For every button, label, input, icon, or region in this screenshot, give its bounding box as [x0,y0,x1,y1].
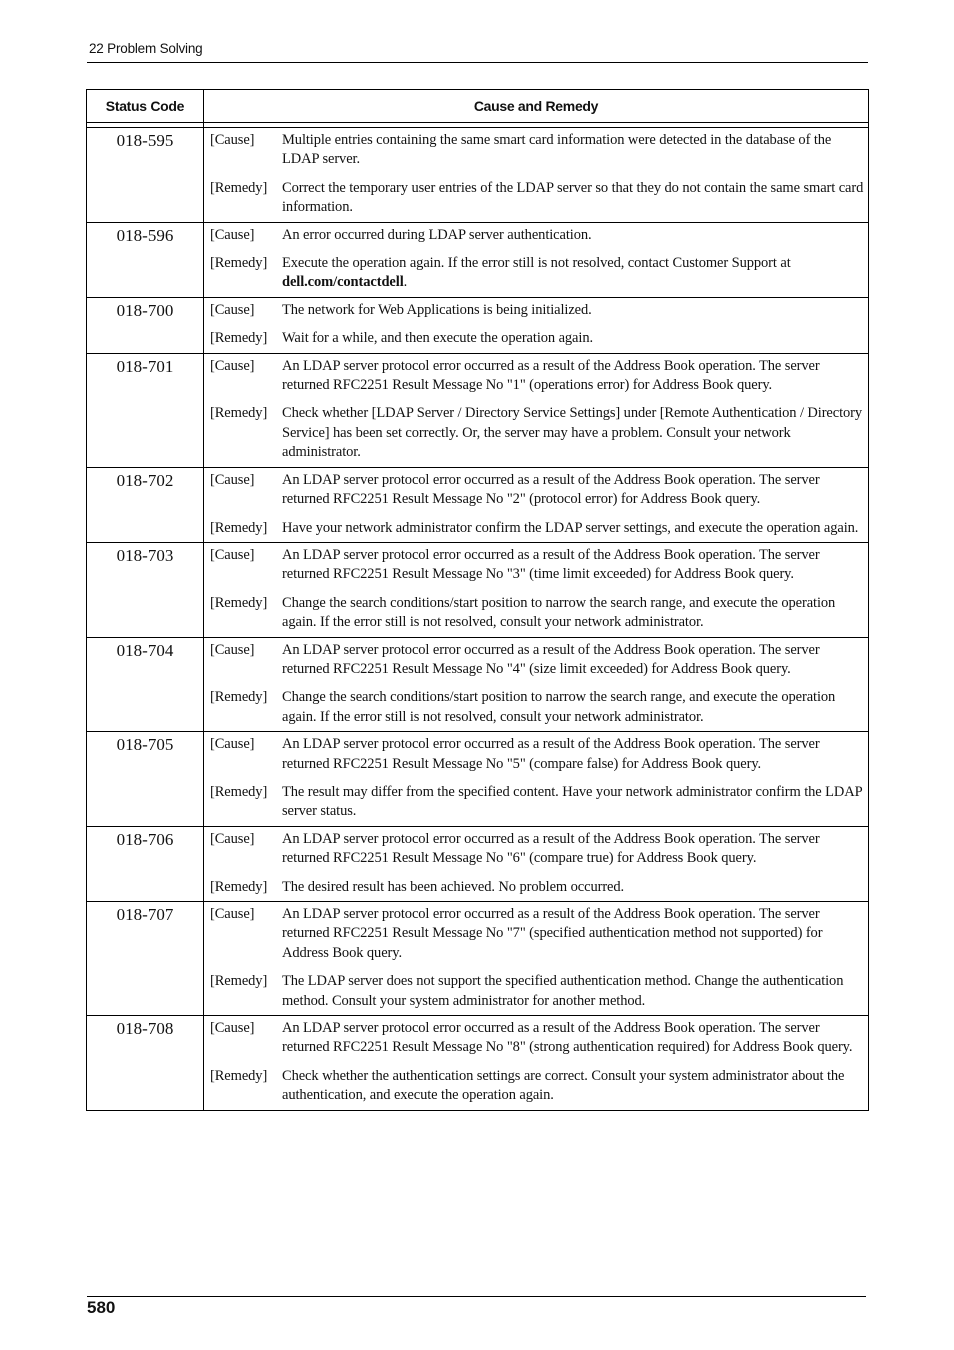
cause-text: An LDAP server protocol error occurred as a result of the Address Book operation. The server returned RFC2251 Result Message No "7" (specified authentication method not supported) for Address Book query. [282,906,823,961]
status-code: 018-707 [87,902,204,1016]
remedy-label: [Remedy] [210,519,268,536]
footer-divider [87,1296,866,1297]
remedy-text: Have your network administrator confirm the LDAP server settings, and execute the operation again. [282,519,859,536]
remedy-entry [210,594,864,633]
cause-remedy-cell [204,902,869,1016]
status-code: 018-596 [87,222,204,297]
status-code: 018-705 [87,732,204,827]
cause-label: [Cause] [210,357,255,374]
status-code: 018-706 [87,826,204,901]
remedy-text-block [282,519,864,538]
cause-text: An LDAP server protocol error occurred as a result of the Address Book operation. The server returned RFC2251 Result Message No "2" (protocol error) for Address Book query. [282,471,820,508]
remedy-label: [Remedy] [210,878,268,895]
cause-entry [210,226,864,245]
cause-label: [Cause] [210,132,255,148]
page-number: 580 [87,1298,116,1317]
cause-label: [Cause] [210,641,255,658]
remedy-entry [210,179,864,218]
remedy-text: Wait for a while, and then execute the operation again. [282,330,593,347]
cause-label: [Cause] [210,1020,255,1037]
remedy-text: The result may differ from the specified content. Have your network administrator confirm the LDAP server status. [282,783,863,820]
cause-remedy-cell [204,826,869,901]
status-code: 018-701 [87,353,204,467]
table-row [87,637,869,732]
remedy-entry [210,688,864,727]
cause-remedy-header: Cause and Remedy [204,90,869,123]
remedy-label: [Remedy] [210,405,268,422]
cause-remedy-cell [204,297,869,353]
status-code: 018-595 [87,128,204,223]
status-code: 018-708 [87,1016,204,1111]
remedy-entry [210,878,864,897]
cause-entry [210,905,864,963]
cause-entry [210,301,864,320]
header-divider [87,62,868,63]
table-row [87,467,869,542]
remedy-text-block [282,1067,864,1106]
remedy-entry [210,783,864,822]
remedy-label: [Remedy] [210,179,268,196]
cause-text: An LDAP server protocol error occurred as a result of the Address Book operation. The server returned RFC2251 Result Message No "8" (strong authentication required) for Address Book query. [282,1020,853,1056]
table-row [87,542,869,637]
cause-entry [210,830,864,869]
cause-label: [Cause] [210,546,255,563]
remedy-text-block [282,329,864,348]
remedy-text: Correct the temporary user entries of the LDAP server so that they do not contain the same smart card information. [282,179,864,216]
table-body [87,123,869,1111]
remedy-entry [210,972,864,1011]
table-row [87,353,869,467]
table-row [87,128,869,223]
cause-remedy-cell [204,1016,869,1111]
remedy-label: [Remedy] [210,689,268,706]
table-row [87,222,869,297]
cause-label: [Cause] [210,906,255,922]
remedy-entry [210,519,864,538]
cause-text: An LDAP server protocol error occurred as a result of the Address Book operation. The server returned RFC2251 Result Message No "3" (time limit exceeded) for Address Book query. [282,546,820,583]
remedy-text: Check whether the authentication settings are correct. Consult your system administrator about the authentication, and execute the operation again. [282,1067,845,1104]
remedy-text-block [282,972,864,1011]
remedy-label: [Remedy] [210,1067,268,1084]
cause-label: [Cause] [210,471,255,488]
remedy-text-block [282,688,864,727]
status-code: 018-702 [87,467,204,542]
status-code: 018-704 [87,637,204,732]
remedy-label: [Remedy] [210,783,268,800]
remedy-entry [210,404,864,462]
remedy-label: [Remedy] [210,255,268,272]
remedy-text: Execute the operation again. If the error still is not resolved, contact Customer Support at [282,255,791,272]
cause-entry [210,641,864,680]
cause-label: [Cause] [210,226,255,243]
cause-text: An LDAP server protocol error occurred as a result of the Address Book operation. The server returned RFC2251 Result Message No "1" (operations error) for Address Book query. [282,357,820,394]
remedy-label: [Remedy] [210,330,268,347]
cause-text: An error occurred during LDAP server authentication. [282,226,592,243]
cause-text: The network for Web Applications is being initialized. [282,301,592,318]
cause-entry [210,471,864,510]
cause-entry [210,735,864,774]
cause-text: Multiple entries containing the same smart card information were detected in the database of the LDAP server. [282,132,832,168]
cause-remedy-cell [204,128,869,223]
table-header-row [87,90,869,123]
cause-label: [Cause] [210,301,255,318]
remedy-text-block [282,404,864,462]
remedy-text-block [282,594,864,633]
remedy-text-block [282,783,864,822]
remedy-text: Change the search conditions/start position to narrow the search range, and execute the operation again. If the error still is not resolved, consult your network administrator. [282,689,836,725]
cause-label: [Cause] [210,830,255,847]
running-header: 22 Problem Solving [89,41,203,56]
table-row [87,1016,869,1111]
cause-text: An LDAP server protocol error occurred as a result of the Address Book operation. The server returned RFC2251 Result Message No "6" (compare true) for Address Book query. [282,830,820,867]
cause-remedy-cell [204,222,869,297]
cause-remedy-cell [204,732,869,827]
cause-label: [Cause] [210,736,255,753]
status-code: 018-703 [87,542,204,637]
remedy-text: Check whether [LDAP Server / Directory Service Settings] under [Remote Authentication / Directory Service] has been set correctly. Or, the server may have a problem. Consult your network administrator. [282,405,863,461]
remedy-text-end: . [403,274,408,291]
cause-remedy-cell [204,353,869,467]
remedy-text: Change the search conditions/start position to narrow the search range, and execute the operation again. If the error still is not resolved, consult your network administrator. [282,594,836,631]
status-code: 018-700 [87,297,204,353]
table-row [87,297,869,353]
cause-remedy-cell [204,542,869,637]
cause-entry [210,357,864,396]
cause-text: An LDAP server protocol error occurred as a result of the Address Book operation. The server returned RFC2251 Result Message No "5" (compare false) for Address Book query. [282,736,820,772]
remedy-entry [210,329,864,348]
table-row [87,902,869,1016]
cause-entry [210,131,864,170]
remedy-text-block [282,254,864,293]
remedy-entry [210,1067,864,1106]
remedy-text: The LDAP server does not support the specified authentication method. Change the authentication method. Consult your system administrator for another method. [282,973,844,1009]
cause-entry [210,546,864,585]
cause-remedy-cell [204,637,869,732]
remedy-text-block [282,878,864,897]
cause-remedy-cell [204,467,869,542]
remedy-label: [Remedy] [210,594,268,611]
cause-text: An LDAP server protocol error occurred as a result of the Address Book operation. The server returned RFC2251 Result Message No "4" (size limit exceeded) for Address Book query. [282,641,820,677]
remedy-entry [210,254,864,293]
table-row [87,732,869,827]
cause-entry [210,1019,864,1058]
status-code-table [86,89,869,1111]
remedy-label: [Remedy] [210,973,268,990]
remedy-text: The desired result has been achieved. No problem occurred. [282,878,625,895]
support-link[interactable]: dell.com/contactdell [282,274,404,291]
remedy-text-block [282,179,864,218]
table-row [87,826,869,901]
status-code-header: Status Code [87,90,204,123]
